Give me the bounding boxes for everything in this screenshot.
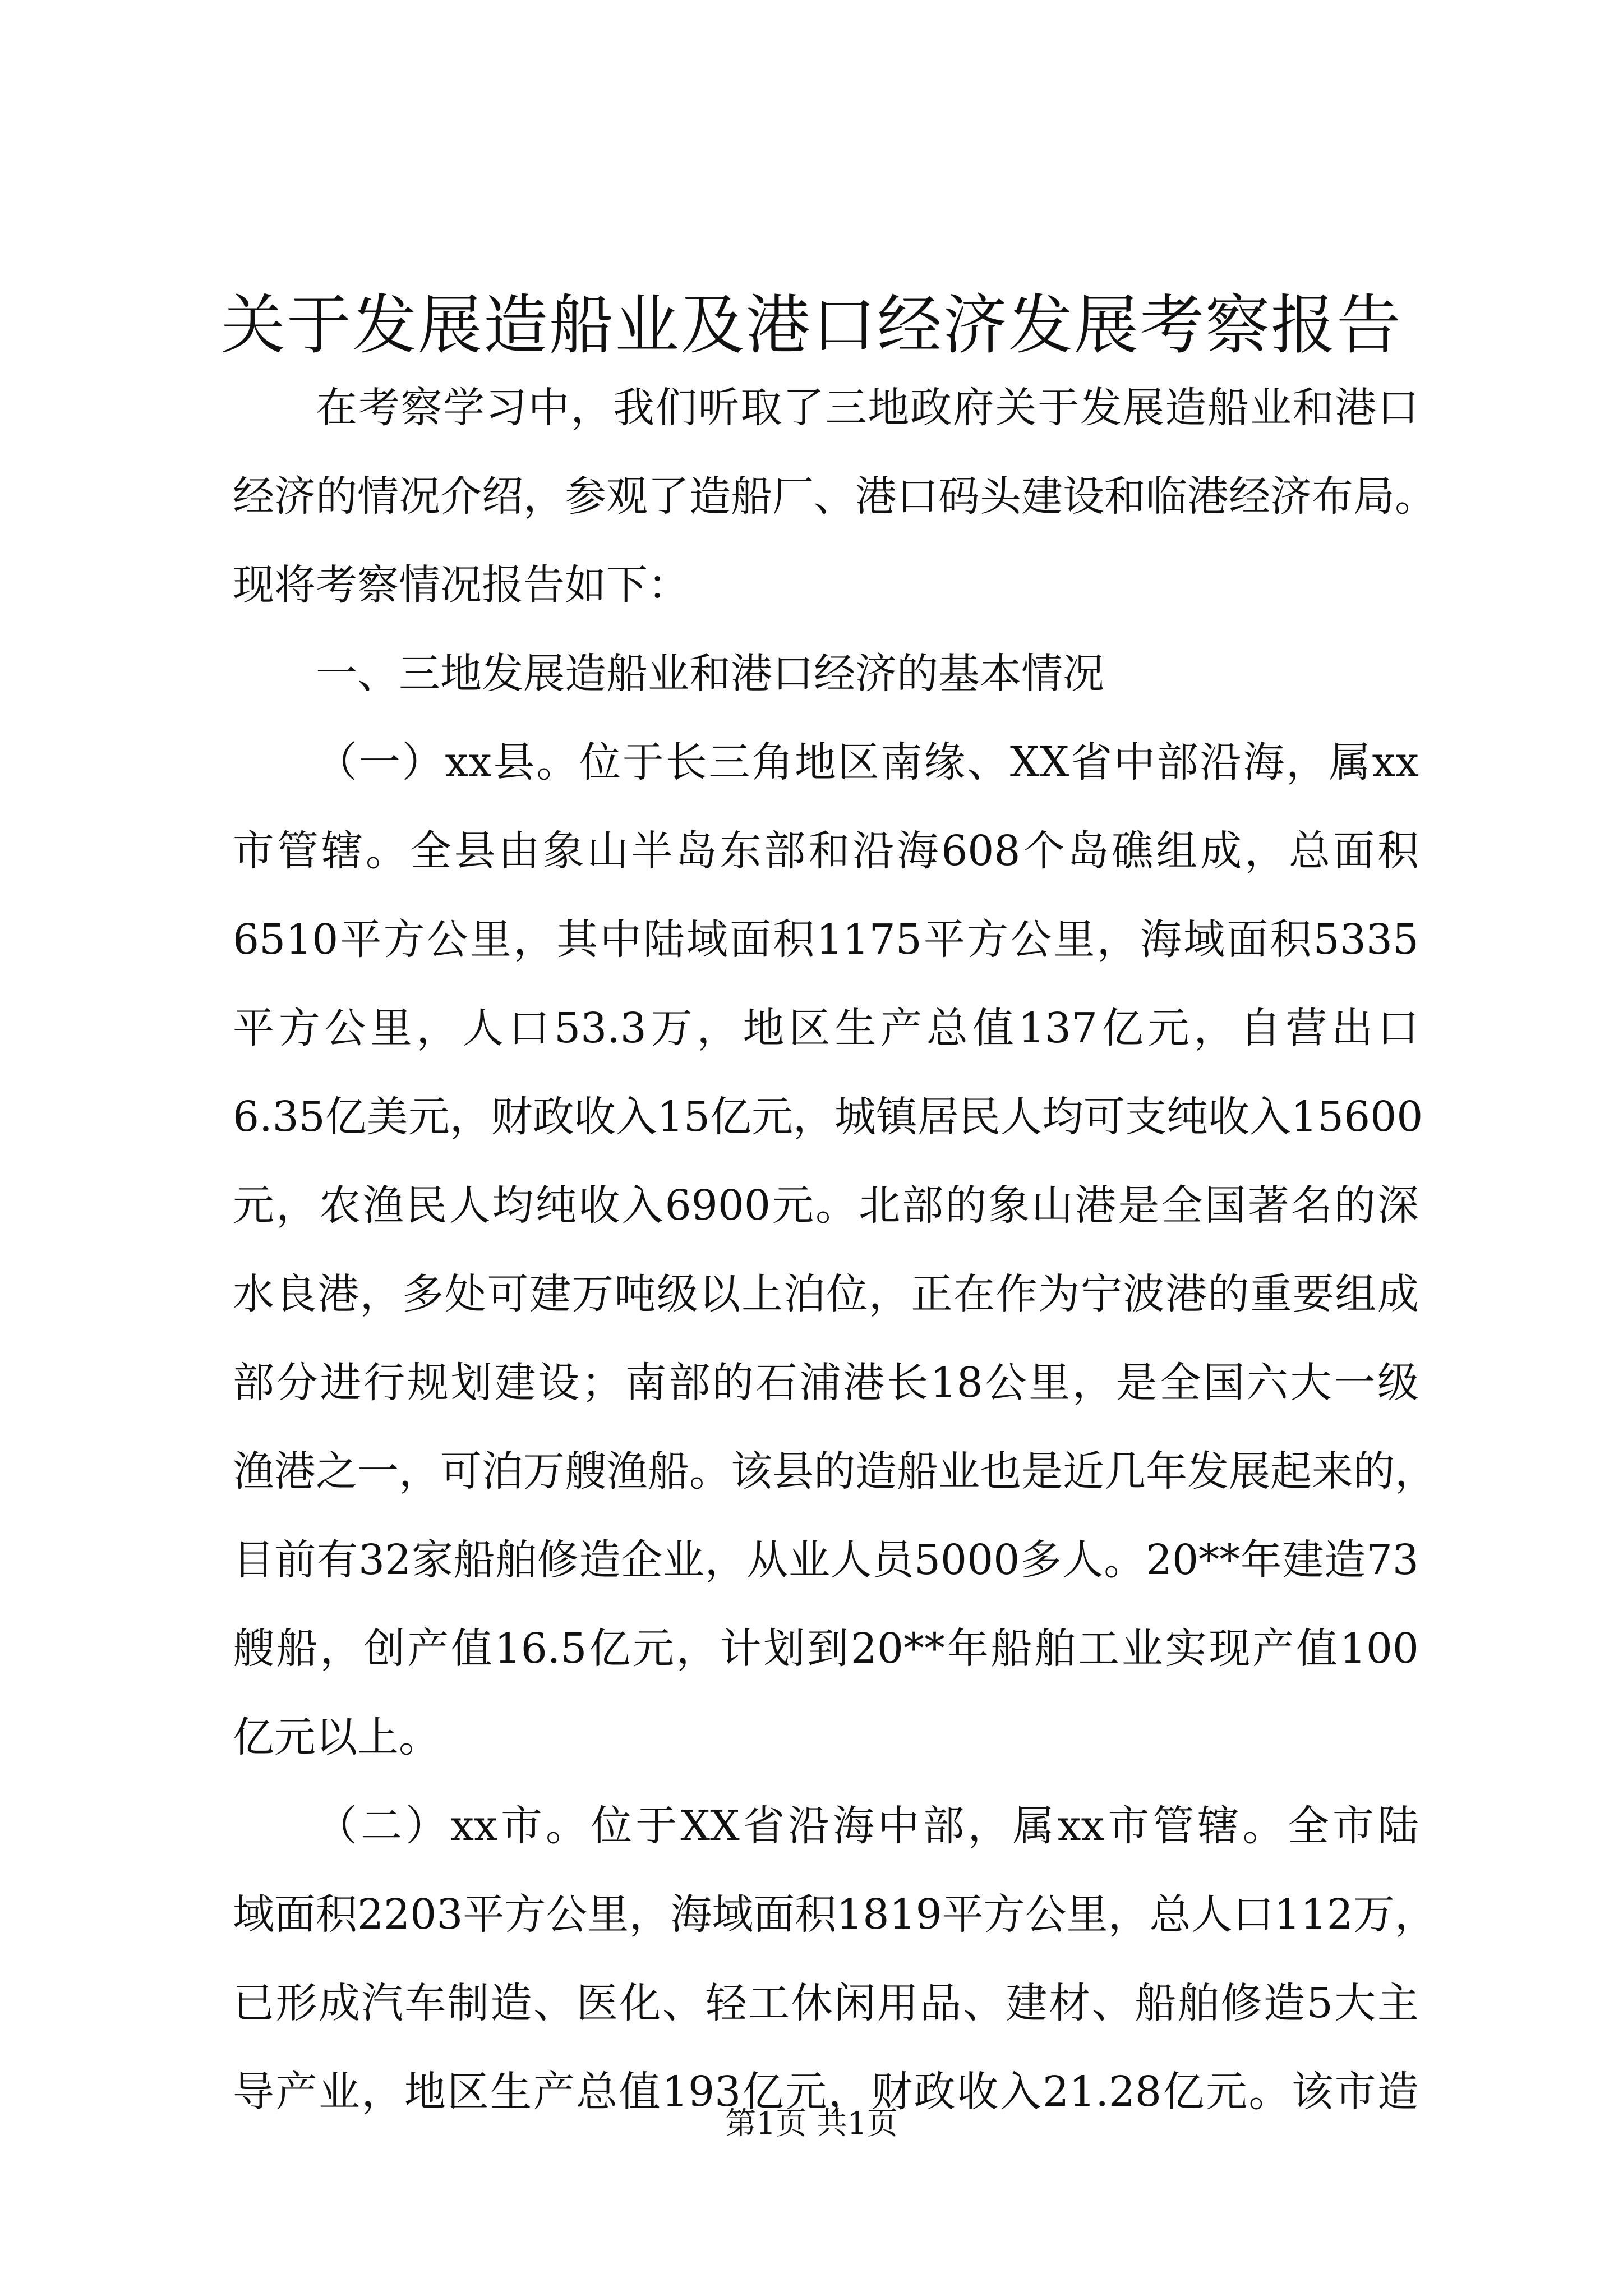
paragraph-line: 6.35亿美元，财政收入15亿元，城镇居民人均可支纯收入15600 xyxy=(233,1093,1423,1141)
paragraph-line: 目前有32家船舶修造企业，从业人员5000多人。20**年建造73 xyxy=(233,1536,1419,1584)
paragraph-line: 域面积2203平方公里，海域面积1819平方公里，总人口112万， xyxy=(233,1890,1436,1939)
paragraph-line: （一）xx县。位于长三角地区南缘、XX省中部沿海，属xx xyxy=(316,738,1419,786)
paragraph-line: 水良港，多处可建万吨级以上泊位，正在作为宁波港的重要组成 xyxy=(233,1270,1419,1318)
paragraph-line: 亿元以上。 xyxy=(233,1713,440,1761)
paragraph-line: 市管辖。全县由象山半岛东部和沿海608个岛礁组成，总面积 xyxy=(233,827,1419,875)
paragraph-line: （二）xx市。位于XX省沿海中部，属xx市管辖。全市陆 xyxy=(316,1802,1419,1850)
paragraph-line: 已形成汽车制造、医化、轻工休闲用品、建材、船舶修造5大主 xyxy=(233,1979,1419,2027)
paragraph-line: 导产业，地区生产总值193亿元，财政收入21.28亿元。该市造 xyxy=(233,2068,1419,2116)
document-title: 关于发展造船业及港口经济发展考察报告 xyxy=(220,288,1402,363)
paragraph-line: 渔港之一，可泊万艘渔船。该县的造船业也是近几年发展起来的， xyxy=(233,1447,1436,1496)
paragraph-line: 在考察学习中，我们听取了三地政府关于发展造船业和港口 xyxy=(316,384,1419,432)
paragraph-line: 部分进行规划建设；南部的石浦港长18公里，是全国六大一级 xyxy=(233,1359,1419,1407)
section-heading: 一、三地发展造船业和港口经济的基本情况 xyxy=(316,650,1104,698)
paragraph-line: 6510平方公里，其中陆域面积1175平方公里，海域面积5335 xyxy=(233,915,1419,964)
paragraph-line: 经济的情况介绍，参观了造船厂、港口码头建设和临港经济布局。 xyxy=(233,472,1436,521)
document-body xyxy=(233,364,1436,2136)
paragraph-line: 平方公里，人口53.3万，地区生产总值137亿元，自营出口 xyxy=(233,1004,1419,1052)
paragraph-line: 艘船，创产值16.5亿元，计划到20**年船舶工业实现产值100 xyxy=(233,1625,1419,1673)
paragraph-line: 现将考察情况报告如下： xyxy=(233,561,689,609)
paragraph-line: 元，农渔民人均纯收入6900元。北部的象山港是全国著名的深 xyxy=(233,1181,1419,1230)
page-footer: 第1页 共1页 xyxy=(725,2105,898,2141)
